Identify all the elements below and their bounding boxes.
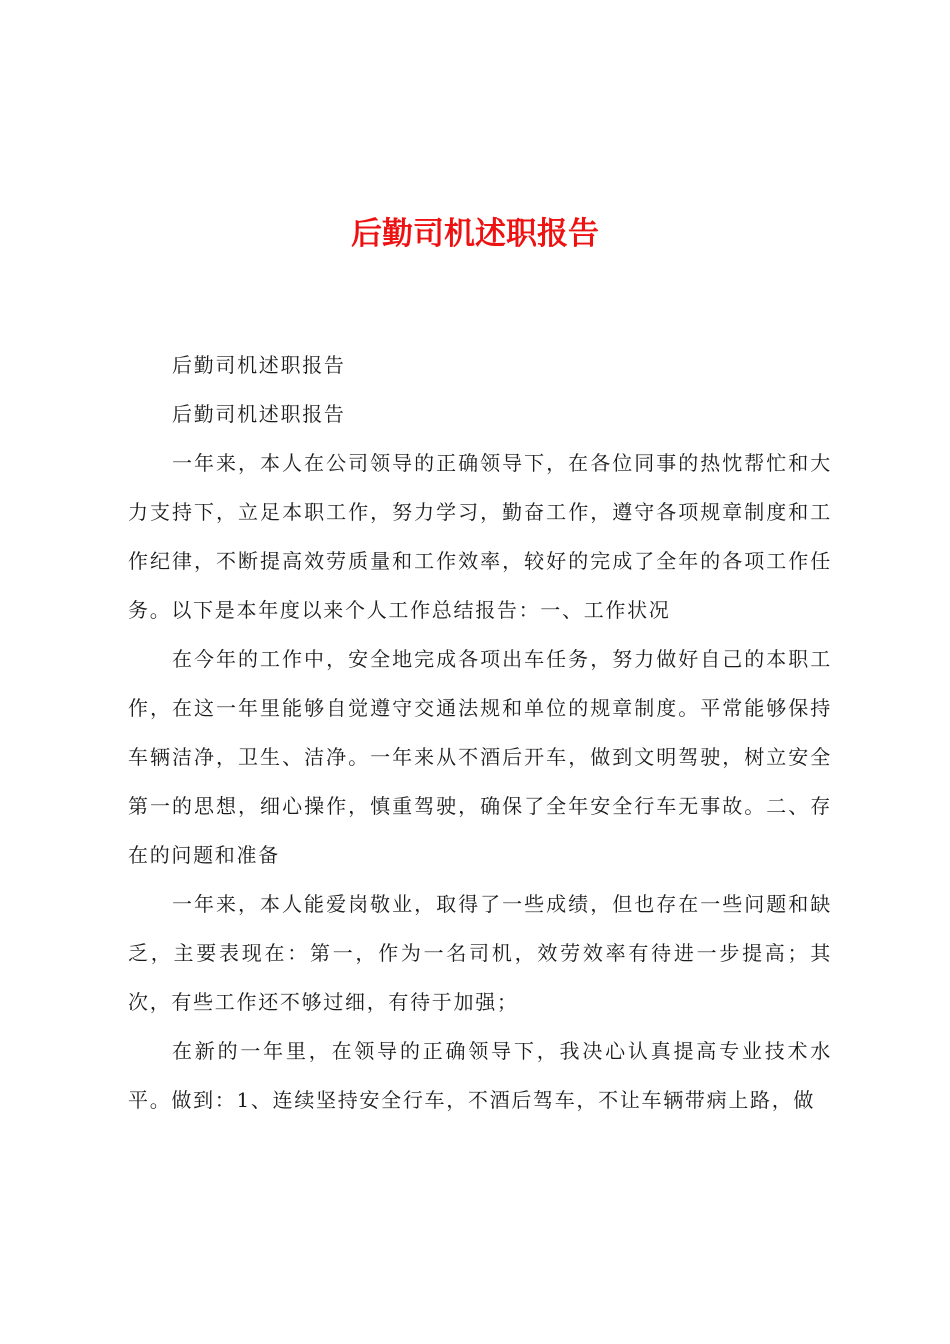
paragraph-subtitle-2: 后勤司机述职报告	[172, 402, 346, 426]
paragraph-plans: 在新的一年里，在领导的正确领导下，我决心认真提高专业技术水平。做到：1、连续坚持安全行车，不酒后驾车，不让车辆带病上路，做	[128, 1039, 832, 1112]
paragraph-intro: 一年来，本人在公司领导的正确领导下，在各位同事的热忱帮忙和大力支持下，立足本职工作，努力学习，勤奋工作，遵守各项规章制度和工作纪律，不断提高效劳质量和工作效率，较好的完成了全年的各项工作任务。以下是本年度以来个人工作总结报告：一、工作状况	[128, 451, 832, 622]
paragraph-problems: 一年来，本人能爱岗敬业，取得了一些成绩，但也存在一些问题和缺乏，主要表现在：第一，作为一名司机，效劳效率有待进一步提高；其次，有些工作还不够过细，有待于加强；	[128, 892, 832, 1014]
paragraph-work-status: 在今年的工作中，安全地完成各项出车任务，努力做好自己的本职工作，在这一年里能够自觉遵守交通法规和单位的规章制度。平常能够保持车辆洁净，卫生、洁净。一年来从不酒后开车，做到文明驾驶，树立安全第一的思想，细心操作，慎重驾驶，确保了全年安全行车无事故。二、存在的问题和准备	[128, 647, 832, 867]
document-body	[128, 341, 832, 1125]
paragraph-subtitle-1: 后勤司机述职报告	[172, 353, 346, 377]
document-title: 后勤司机述职报告	[351, 216, 599, 252]
